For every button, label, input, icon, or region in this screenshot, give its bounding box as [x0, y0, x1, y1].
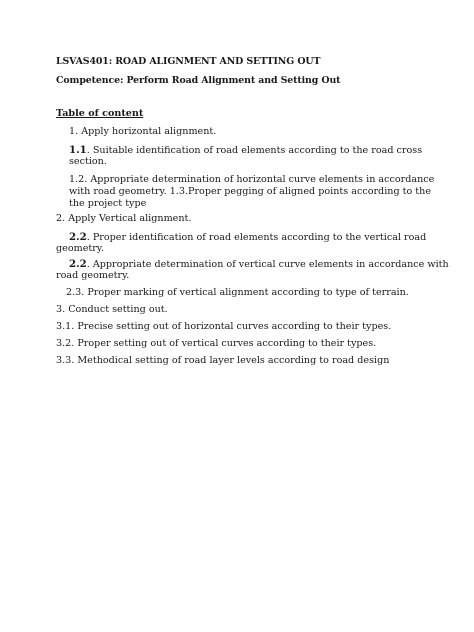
toc-item-2: 2. Apply Vertical alignment. [56, 213, 192, 224]
toc-item-1-3-cont: the project type [69, 198, 147, 209]
toc-item-1-2: 1.2. Appropriate determination of horizontal curve elements in accordance [69, 174, 435, 185]
toc-item-1: 1. Apply horizontal alignment. [69, 126, 217, 137]
item-number: 1.1 [69, 144, 87, 156]
toc-item-3-3: 3.3. Methodical setting of road layer levels according to road design [56, 355, 390, 366]
toc-item-3-1: 3.1. Precise setting out of horizontal curves according to their types. [56, 321, 392, 332]
toc-item-1-1-cont: section. [69, 156, 107, 167]
toc-item-2-3: 2.3. Proper marking of vertical alignment according to type of terrain. [66, 287, 409, 298]
item-text: . Suitable identification of road elements according to the road cross [86, 145, 423, 156]
item-text: . Proper identification of road elements according to the vertical road [86, 232, 427, 243]
competence-heading: Competence: Perform Road Alignment and Setting Out [56, 75, 341, 86]
item-number: 2.2 [69, 258, 87, 270]
item-number: 2.2 [69, 231, 87, 243]
toc-item-3: 3. Conduct setting out. [56, 304, 168, 315]
toc-title: Table of content [56, 108, 144, 119]
toc-item-2-2b-cont: road geometry. [56, 270, 130, 281]
document-title: LSVAS401: ROAD ALIGNMENT AND SETTING OUT [56, 56, 321, 67]
toc-item-1-2-cont: with road geometry. 1.3.Proper pegging of aligned points according to the [69, 186, 432, 197]
toc-item-2-2a [69, 231, 426, 244]
item-text: . Appropriate determination of vertical curve elements in accordance with [86, 259, 449, 270]
toc-item-1-1 [69, 144, 422, 157]
toc-item-3-2: 3.2. Proper setting out of vertical curves according to their types. [56, 338, 377, 349]
toc-item-2-2a-cont: geometry. [56, 243, 105, 254]
